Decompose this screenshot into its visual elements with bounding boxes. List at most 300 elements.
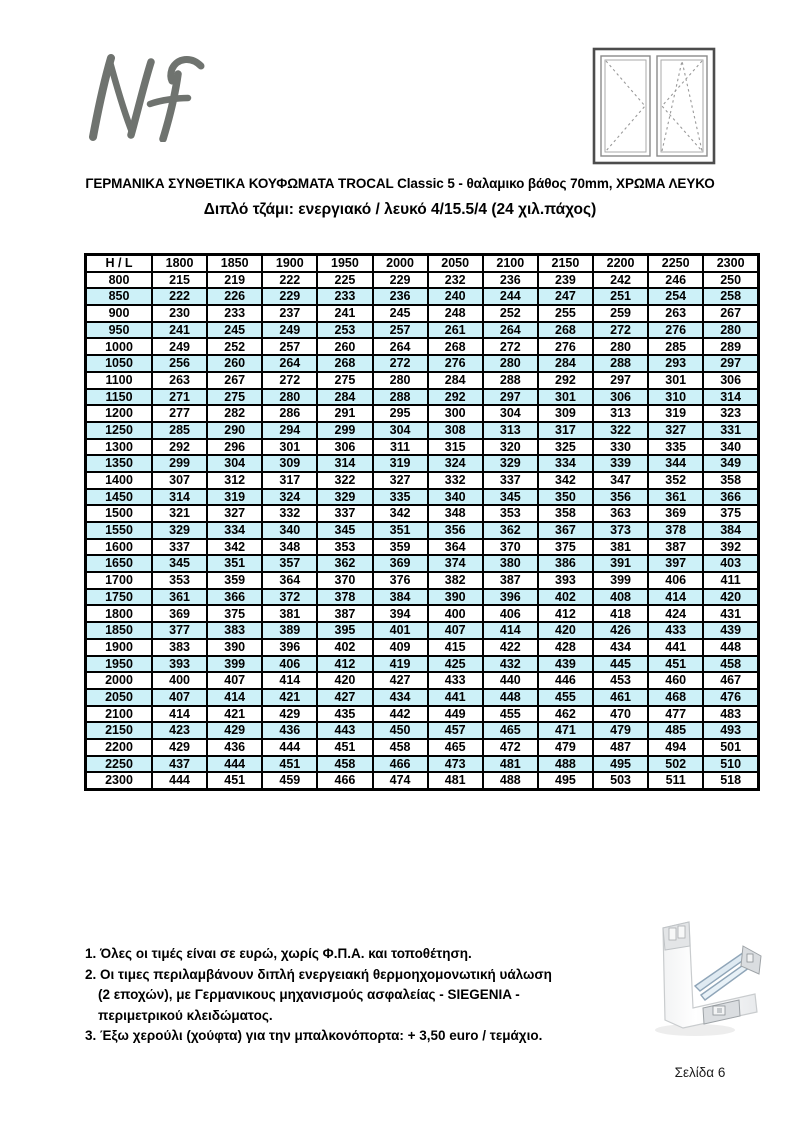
row-header-cell: 1800 xyxy=(86,605,153,622)
price-cell: 335 xyxy=(373,489,428,506)
price-cell: 378 xyxy=(648,522,703,539)
price-cell: 306 xyxy=(593,389,648,406)
price-cell: 387 xyxy=(317,605,372,622)
price-cell: 455 xyxy=(483,706,538,723)
price-cell: 436 xyxy=(262,722,317,739)
price-cell: 292 xyxy=(428,389,483,406)
price-cell: 253 xyxy=(317,322,372,339)
row-header-cell: 1500 xyxy=(86,505,153,522)
table-row xyxy=(86,589,759,606)
price-cell: 392 xyxy=(703,539,758,556)
price-cell: 222 xyxy=(262,272,317,289)
price-cell: 390 xyxy=(207,639,262,656)
price-cell: 380 xyxy=(483,555,538,572)
price-cell: 382 xyxy=(428,572,483,589)
price-cell: 353 xyxy=(317,539,372,556)
column-header-cell: 1850 xyxy=(207,255,262,272)
table-row xyxy=(86,338,759,355)
price-cell: 324 xyxy=(262,489,317,506)
price-cell: 444 xyxy=(152,772,207,789)
price-cell: 361 xyxy=(648,489,703,506)
price-cell: 331 xyxy=(703,422,758,439)
price-cell: 337 xyxy=(483,472,538,489)
price-cell: 233 xyxy=(207,305,262,322)
price-cell: 306 xyxy=(703,372,758,389)
price-cell: 455 xyxy=(538,689,593,706)
price-cell: 304 xyxy=(483,405,538,422)
price-cell: 321 xyxy=(152,505,207,522)
price-cell: 272 xyxy=(593,322,648,339)
price-cell: 386 xyxy=(538,555,593,572)
price-cell: 358 xyxy=(703,472,758,489)
price-cell: 428 xyxy=(538,639,593,656)
row-header-cell: 2200 xyxy=(86,739,153,756)
price-cell: 393 xyxy=(152,656,207,673)
price-cell: 503 xyxy=(593,772,648,789)
price-cell: 451 xyxy=(207,772,262,789)
price-cell: 412 xyxy=(538,605,593,622)
price-cell: 293 xyxy=(648,355,703,372)
price-cell: 495 xyxy=(538,772,593,789)
price-cell: 275 xyxy=(207,389,262,406)
row-header-cell: 1700 xyxy=(86,572,153,589)
table-row xyxy=(86,405,759,422)
table-row xyxy=(86,422,759,439)
price-cell: 412 xyxy=(317,656,372,673)
price-cell: 330 xyxy=(593,439,648,456)
price-cell: 449 xyxy=(428,706,483,723)
price-cell: 407 xyxy=(207,672,262,689)
price-cell: 472 xyxy=(483,739,538,756)
price-cell: 420 xyxy=(317,672,372,689)
price-cell: 277 xyxy=(152,405,207,422)
row-header-cell: 1100 xyxy=(86,372,153,389)
price-cell: 361 xyxy=(152,589,207,606)
price-cell: 249 xyxy=(152,338,207,355)
price-cell: 254 xyxy=(648,288,703,305)
table-row xyxy=(86,505,759,522)
table-row xyxy=(86,439,759,456)
price-cell: 460 xyxy=(648,672,703,689)
price-cell: 296 xyxy=(207,439,262,456)
table-row xyxy=(86,772,759,789)
price-cell: 466 xyxy=(373,756,428,773)
price-cell: 340 xyxy=(428,489,483,506)
table-row xyxy=(86,672,759,689)
price-cell: 359 xyxy=(207,572,262,589)
price-cell: 495 xyxy=(593,756,648,773)
price-cell: 267 xyxy=(703,305,758,322)
price-cell: 349 xyxy=(703,455,758,472)
price-cell: 433 xyxy=(648,622,703,639)
price-cell: 357 xyxy=(262,555,317,572)
table-row xyxy=(86,489,759,506)
price-cell: 481 xyxy=(483,756,538,773)
price-cell: 219 xyxy=(207,272,262,289)
price-cell: 222 xyxy=(152,288,207,305)
price-cell: 251 xyxy=(593,288,648,305)
price-cell: 294 xyxy=(262,422,317,439)
price-cell: 276 xyxy=(428,355,483,372)
price-cell: 483 xyxy=(703,706,758,723)
note-line: (2 εποχών), με Γερμανικους μηχανισμούς ασφαλείας - SIEGENIA - xyxy=(98,987,520,1003)
price-cell: 323 xyxy=(703,405,758,422)
price-cell: 461 xyxy=(593,689,648,706)
nf-logo-text xyxy=(0,0,1,1)
price-cell: 384 xyxy=(373,589,428,606)
price-cell: 444 xyxy=(207,756,262,773)
price-cell: 313 xyxy=(593,405,648,422)
price-cell: 304 xyxy=(207,455,262,472)
price-cell: 325 xyxy=(538,439,593,456)
price-cell: 342 xyxy=(207,539,262,556)
price-cell: 327 xyxy=(373,472,428,489)
price-cell: 399 xyxy=(207,656,262,673)
price-cell: 350 xyxy=(538,489,593,506)
price-cell: 311 xyxy=(373,439,428,456)
page-number-label: Σελίδα 6 xyxy=(674,1065,726,1080)
price-cell: 395 xyxy=(317,622,372,639)
table-row xyxy=(86,472,759,489)
note-line: 2. Οι τιμες περιλαμβάνουν διπλή ενεργειακή θερμοηχομονωτική υάλωση xyxy=(85,966,552,982)
price-cell: 329 xyxy=(483,455,538,472)
price-cell: 229 xyxy=(262,288,317,305)
row-header-cell: 1450 xyxy=(86,489,153,506)
row-header-cell: 1000 xyxy=(86,338,153,355)
price-cell: 396 xyxy=(262,639,317,656)
price-cell: 309 xyxy=(262,455,317,472)
price-cell: 244 xyxy=(483,288,538,305)
price-cell: 389 xyxy=(262,622,317,639)
price-cell: 435 xyxy=(317,706,372,723)
price-cell: 267 xyxy=(207,372,262,389)
price-cell: 502 xyxy=(648,756,703,773)
price-cell: 465 xyxy=(483,722,538,739)
price-cell: 458 xyxy=(703,656,758,673)
price-cell: 440 xyxy=(483,672,538,689)
price-cell: 494 xyxy=(648,739,703,756)
price-cell: 275 xyxy=(317,372,372,389)
price-cell: 474 xyxy=(373,772,428,789)
price-cell: 387 xyxy=(483,572,538,589)
price-cell: 369 xyxy=(152,605,207,622)
price-cell: 356 xyxy=(428,522,483,539)
price-cell: 271 xyxy=(152,389,207,406)
price-cell: 345 xyxy=(483,489,538,506)
price-cell: 263 xyxy=(152,372,207,389)
price-cell: 310 xyxy=(648,389,703,406)
price-cell: 327 xyxy=(207,505,262,522)
price-cell: 237 xyxy=(262,305,317,322)
price-cell: 295 xyxy=(373,405,428,422)
price-cell: 301 xyxy=(648,372,703,389)
price-cell: 247 xyxy=(538,288,593,305)
row-header-cell: 1200 xyxy=(86,405,153,422)
price-cell: 256 xyxy=(152,355,207,372)
row-header-cell: 1350 xyxy=(86,455,153,472)
price-cell: 272 xyxy=(262,372,317,389)
price-cell: 352 xyxy=(648,472,703,489)
price-cell: 260 xyxy=(207,355,262,372)
column-header-cell: 2150 xyxy=(538,255,593,272)
table-row xyxy=(86,722,759,739)
price-cell: 348 xyxy=(428,505,483,522)
price-cell: 396 xyxy=(483,589,538,606)
price-cell: 319 xyxy=(207,489,262,506)
row-header-cell: 2250 xyxy=(86,756,153,773)
price-cell: 362 xyxy=(483,522,538,539)
price-cell: 245 xyxy=(207,322,262,339)
price-cell: 444 xyxy=(262,739,317,756)
price-cell: 319 xyxy=(648,405,703,422)
price-cell: 451 xyxy=(262,756,317,773)
price-cell: 299 xyxy=(317,422,372,439)
table-row xyxy=(86,605,759,622)
price-cell: 439 xyxy=(703,622,758,639)
price-cell: 291 xyxy=(317,405,372,422)
price-cell: 264 xyxy=(483,322,538,339)
price-cell: 384 xyxy=(703,522,758,539)
price-cell: 436 xyxy=(207,739,262,756)
price-cell: 363 xyxy=(593,505,648,522)
table-row xyxy=(86,455,759,472)
price-cell: 301 xyxy=(262,439,317,456)
price-cell: 313 xyxy=(483,422,538,439)
row-header-cell: 900 xyxy=(86,305,153,322)
table-header-row xyxy=(86,255,759,272)
price-cell: 481 xyxy=(428,772,483,789)
table-row xyxy=(86,706,759,723)
price-cell: 383 xyxy=(152,639,207,656)
price-cell: 264 xyxy=(262,355,317,372)
row-header-cell: 1400 xyxy=(86,472,153,489)
price-cell: 400 xyxy=(152,672,207,689)
price-cell: 236 xyxy=(373,288,428,305)
price-cell: 488 xyxy=(538,756,593,773)
price-cell: 359 xyxy=(373,539,428,556)
price-cell: 450 xyxy=(373,722,428,739)
price-cell: 314 xyxy=(703,389,758,406)
price-cell: 284 xyxy=(428,372,483,389)
price-cell: 369 xyxy=(373,555,428,572)
table-row xyxy=(86,272,759,289)
price-cell: 334 xyxy=(207,522,262,539)
price-cell: 402 xyxy=(538,589,593,606)
price-cell: 376 xyxy=(373,572,428,589)
price-cell: 471 xyxy=(538,722,593,739)
column-header-cell: 1800 xyxy=(152,255,207,272)
price-cell: 402 xyxy=(317,639,372,656)
price-cell: 458 xyxy=(373,739,428,756)
row-header-cell: 1900 xyxy=(86,639,153,656)
price-cell: 391 xyxy=(593,555,648,572)
price-cell: 401 xyxy=(373,622,428,639)
price-cell: 272 xyxy=(373,355,428,372)
price-cell: 468 xyxy=(648,689,703,706)
price-cell: 415 xyxy=(428,639,483,656)
price-cell: 280 xyxy=(703,322,758,339)
price-cell: 421 xyxy=(207,706,262,723)
price-cell: 276 xyxy=(538,338,593,355)
price-cell: 414 xyxy=(262,672,317,689)
price-cell: 414 xyxy=(483,622,538,639)
price-cell: 332 xyxy=(428,472,483,489)
price-cell: 437 xyxy=(152,756,207,773)
row-header-cell: 950 xyxy=(86,322,153,339)
price-cell: 414 xyxy=(648,589,703,606)
price-cell: 233 xyxy=(317,288,372,305)
price-cell: 284 xyxy=(538,355,593,372)
price-cell: 329 xyxy=(152,522,207,539)
row-header-cell: 1050 xyxy=(86,355,153,372)
price-cell: 236 xyxy=(483,272,538,289)
price-cell: 280 xyxy=(262,389,317,406)
price-cell: 390 xyxy=(428,589,483,606)
document-title: ΓΕΡΜΑΝΙΚΑ ΣΥΝΘΕΤΙΚΑ ΚΟΥΦΩΜΑΤΑ TROCAL Classic 5 - θαλαμικο βάθος 70mm, ΧΡΩΜΑ ΛΕΥΚΟ xyxy=(85,176,715,191)
price-cell: 248 xyxy=(428,305,483,322)
price-cell: 462 xyxy=(538,706,593,723)
price-cell: 441 xyxy=(428,689,483,706)
price-cell: 448 xyxy=(483,689,538,706)
price-cell: 304 xyxy=(373,422,428,439)
note-line: 3. Έξω χερούλι (χούφτα) για την μπαλκονόπορτα: + 3,50 euro / τεμάχιο. xyxy=(85,1028,543,1044)
price-cell: 364 xyxy=(428,539,483,556)
price-cell: 442 xyxy=(373,706,428,723)
note-line: 1. Όλες οι τιμές είναι σε ευρώ, χωρίς Φ.Π.Α. και τοποθέτηση. xyxy=(85,946,472,961)
price-cell: 393 xyxy=(538,572,593,589)
price-cell: 312 xyxy=(207,472,262,489)
price-cell: 466 xyxy=(317,772,372,789)
price-cell: 518 xyxy=(703,772,758,789)
price-cell: 347 xyxy=(593,472,648,489)
price-cell: 249 xyxy=(262,322,317,339)
document-subtitle: Διπλό τζάμι: ενεργιακό / λευκό 4/15.5/4 (24 χιλ.πάχος) xyxy=(203,201,597,218)
price-cell: 226 xyxy=(207,288,262,305)
price-cell: 375 xyxy=(703,505,758,522)
price-cell: 320 xyxy=(483,439,538,456)
price-cell: 285 xyxy=(648,338,703,355)
price-cell: 348 xyxy=(262,539,317,556)
price-cell: 314 xyxy=(317,455,372,472)
table-row xyxy=(86,689,759,706)
price-cell: 288 xyxy=(593,355,648,372)
row-header-cell: 1300 xyxy=(86,439,153,456)
price-cell: 317 xyxy=(262,472,317,489)
row-header-cell: 2000 xyxy=(86,672,153,689)
price-cell: 510 xyxy=(703,756,758,773)
price-cell: 433 xyxy=(428,672,483,689)
price-cell: 448 xyxy=(703,639,758,656)
price-cell: 429 xyxy=(262,706,317,723)
price-cell: 306 xyxy=(317,439,372,456)
column-header-cell: 2300 xyxy=(703,255,758,272)
price-cell: 246 xyxy=(648,272,703,289)
price-cell: 353 xyxy=(483,505,538,522)
price-cell: 261 xyxy=(428,322,483,339)
price-cell: 407 xyxy=(428,622,483,639)
price-cell: 429 xyxy=(207,722,262,739)
table-row xyxy=(86,288,759,305)
price-cell: 378 xyxy=(317,589,372,606)
window-profile-photo xyxy=(643,916,771,1042)
price-cell: 351 xyxy=(373,522,428,539)
price-cell: 487 xyxy=(593,739,648,756)
price-cell: 288 xyxy=(373,389,428,406)
price-cell: 314 xyxy=(152,489,207,506)
price-cell: 322 xyxy=(593,422,648,439)
price-cell: 309 xyxy=(538,405,593,422)
table-row xyxy=(86,622,759,639)
row-header-cell: 1650 xyxy=(86,555,153,572)
price-cell: 250 xyxy=(703,272,758,289)
price-cell: 280 xyxy=(373,372,428,389)
price-cell: 280 xyxy=(483,355,538,372)
price-cell: 422 xyxy=(483,639,538,656)
price-cell: 467 xyxy=(703,672,758,689)
price-cell: 332 xyxy=(262,505,317,522)
price-cell: 457 xyxy=(428,722,483,739)
row-header-cell: 800 xyxy=(86,272,153,289)
price-table xyxy=(84,253,760,791)
price-cell: 259 xyxy=(593,305,648,322)
table-row xyxy=(86,372,759,389)
price-cell: 240 xyxy=(428,288,483,305)
price-cell: 451 xyxy=(648,656,703,673)
price-cell: 322 xyxy=(317,472,372,489)
price-cell: 459 xyxy=(262,772,317,789)
row-header-cell: 850 xyxy=(86,288,153,305)
price-cell: 340 xyxy=(703,439,758,456)
nf-logo-icon xyxy=(85,50,223,142)
price-cell: 257 xyxy=(373,322,428,339)
price-cell: 324 xyxy=(428,455,483,472)
table-row xyxy=(86,739,759,756)
price-cell: 485 xyxy=(648,722,703,739)
price-cell: 366 xyxy=(207,589,262,606)
column-header-cell: 2100 xyxy=(483,255,538,272)
price-cell: 424 xyxy=(648,605,703,622)
price-cell: 445 xyxy=(593,656,648,673)
price-cell: 375 xyxy=(207,605,262,622)
price-cell: 407 xyxy=(152,689,207,706)
price-cell: 307 xyxy=(152,472,207,489)
price-cell: 367 xyxy=(538,522,593,539)
price-cell: 377 xyxy=(152,622,207,639)
price-cell: 465 xyxy=(428,739,483,756)
price-cell: 340 xyxy=(262,522,317,539)
price-cell: 258 xyxy=(703,288,758,305)
price-cell: 276 xyxy=(648,322,703,339)
price-cell: 414 xyxy=(152,706,207,723)
price-cell: 297 xyxy=(483,389,538,406)
price-cell: 280 xyxy=(593,338,648,355)
price-cell: 356 xyxy=(593,489,648,506)
price-cell: 342 xyxy=(373,505,428,522)
price-cell: 458 xyxy=(317,756,372,773)
price-cell: 369 xyxy=(648,505,703,522)
price-cell: 372 xyxy=(262,589,317,606)
table-row xyxy=(86,389,759,406)
price-cell: 292 xyxy=(538,372,593,389)
price-cell: 406 xyxy=(648,572,703,589)
row-header-cell: 1550 xyxy=(86,522,153,539)
price-cell: 282 xyxy=(207,405,262,422)
price-cell: 429 xyxy=(152,739,207,756)
price-cell: 434 xyxy=(593,639,648,656)
row-header-cell: 1250 xyxy=(86,422,153,439)
price-cell: 239 xyxy=(538,272,593,289)
price-cell: 420 xyxy=(703,589,758,606)
